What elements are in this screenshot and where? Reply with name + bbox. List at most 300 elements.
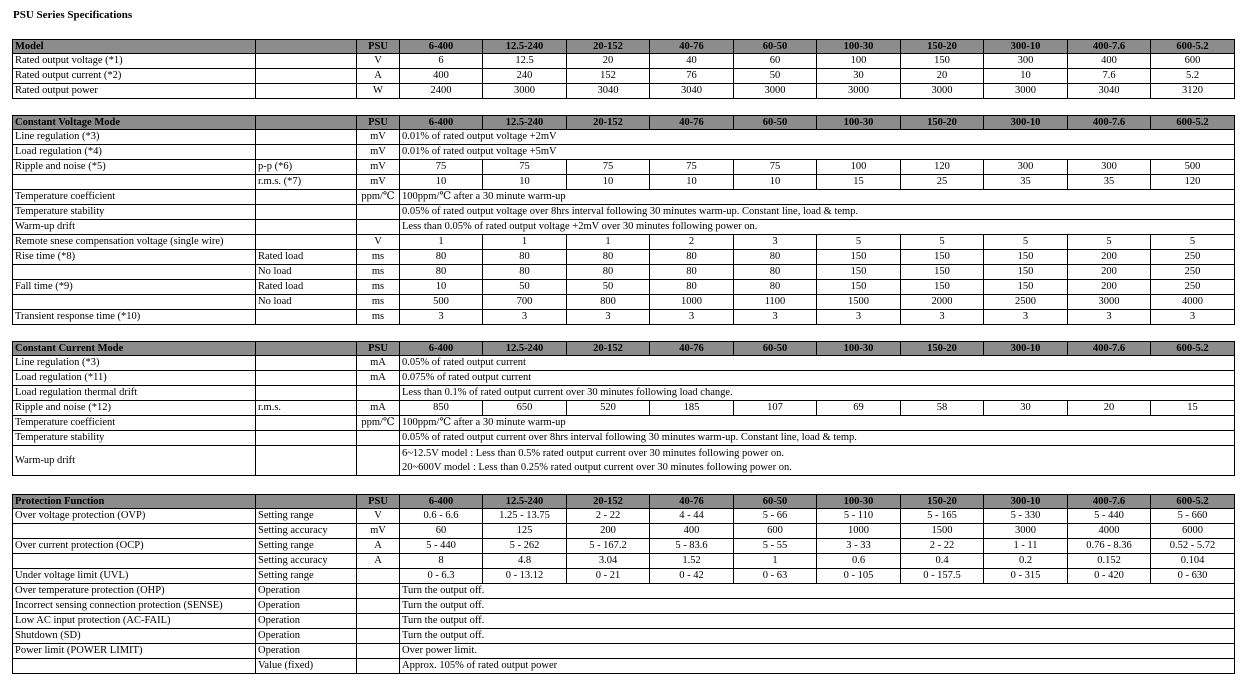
value-cell: 3000: [483, 84, 567, 99]
row-sublabel: Operation: [256, 629, 357, 644]
value-cell: 3000: [901, 84, 984, 99]
section-title: Constant Current Mode: [13, 342, 256, 356]
header-blank-cell: [256, 495, 357, 509]
value-cell: 1500: [817, 295, 901, 310]
row-unit: A: [357, 554, 400, 569]
row-unit: V: [357, 509, 400, 524]
row-label: Load regulation (*4): [13, 145, 256, 160]
row-sublabel: Value (fixed): [256, 659, 357, 674]
value-cell: 0.2: [984, 554, 1068, 569]
row-sublabel: No load: [256, 265, 357, 280]
spec-row: [13, 265, 1235, 280]
model-header-100-30: 100-30: [817, 495, 901, 509]
spanning-value-cell: 0.075% of rated output current: [400, 371, 1235, 386]
row-sublabel: Setting range: [256, 539, 357, 554]
row-unit: [357, 614, 400, 629]
spanning-value-cell: Over power limit.: [400, 644, 1235, 659]
value-cell: 240: [483, 69, 567, 84]
value-cell: 5 - 83.6: [650, 539, 734, 554]
spec-row: [13, 554, 1235, 569]
value-cell: 15: [1151, 401, 1235, 416]
value-cell: 35: [984, 175, 1068, 190]
value-cell: 200: [1068, 265, 1151, 280]
value-cell: 3: [984, 310, 1068, 325]
row-sublabel: [256, 54, 357, 69]
psu-header: PSU: [357, 40, 400, 54]
row-label: Temperature coefficient: [13, 416, 256, 431]
row-sublabel: [256, 235, 357, 250]
row-label: Warm-up drift: [13, 446, 256, 476]
value-cell: 185: [650, 401, 734, 416]
psu-header: PSU: [357, 342, 400, 356]
value-cell: 150: [817, 280, 901, 295]
value-cell: 25: [901, 175, 984, 190]
row-label: Incorrect sensing connection protection (SENSE): [13, 599, 256, 614]
spec-row: [13, 280, 1235, 295]
row-sublabel: Rated load: [256, 280, 357, 295]
row-sublabel: Setting range: [256, 509, 357, 524]
row-sublabel: Operation: [256, 584, 357, 599]
spec-row: [13, 509, 1235, 524]
value-cell: 0.52 - 5.72: [1151, 539, 1235, 554]
row-label: Line regulation (*3): [13, 356, 256, 371]
spanning-value-cell: Turn the output off.: [400, 599, 1235, 614]
row-unit: A: [357, 69, 400, 84]
row-sublabel: [256, 220, 357, 235]
section-header-row: [13, 40, 1235, 54]
spanning-value-cell: 0.01% of rated output voltage +5mV: [400, 145, 1235, 160]
row-sublabel: Rated load: [256, 250, 357, 265]
row-sublabel: [256, 446, 357, 476]
row-sublabel: [256, 356, 357, 371]
spec-row: [13, 54, 1235, 69]
value-cell: 80: [734, 280, 817, 295]
value-cell: 0 - 630: [1151, 569, 1235, 584]
row-sublabel: r.m.s.: [256, 401, 357, 416]
model-header-300-10: 300-10: [984, 116, 1068, 130]
row-unit: [357, 205, 400, 220]
spec-row: [13, 539, 1235, 554]
model-header-12.5-240: 12.5-240: [483, 116, 567, 130]
spanning-value-cell: Turn the output off.: [400, 629, 1235, 644]
value-cell: 200: [567, 524, 650, 539]
psu-header: PSU: [357, 116, 400, 130]
value-cell: 2500: [984, 295, 1068, 310]
row-label: Rated output voltage (*1): [13, 54, 256, 69]
row-unit: [357, 446, 400, 476]
row-sublabel: [256, 145, 357, 160]
value-cell: 50: [734, 69, 817, 84]
value-cell: 10: [734, 175, 817, 190]
value-cell: 12.5: [483, 54, 567, 69]
value-cell: 10: [400, 175, 483, 190]
row-unit: [357, 569, 400, 584]
value-cell: 15: [817, 175, 901, 190]
value-cell: 1500: [901, 524, 984, 539]
value-cell: 3: [901, 310, 984, 325]
spanning-value-cell: Less than 0.1% of rated output current over 30 minutes following load change.: [400, 386, 1235, 401]
value-cell: 75: [567, 160, 650, 175]
value-cell: 2: [650, 235, 734, 250]
spec-row: [13, 190, 1235, 205]
value-cell: 3: [734, 310, 817, 325]
row-unit: ms: [357, 310, 400, 325]
row-unit: [357, 584, 400, 599]
row-label: Load regulation (*11): [13, 371, 256, 386]
model-header-12.5-240: 12.5-240: [483, 342, 567, 356]
spanning-value-cell: Less than 0.05% of rated output voltage +2mV over 30 minutes following power on.: [400, 220, 1235, 235]
spanning-value-cell: 100ppm/℃ after a 30 minute warm-up: [400, 416, 1235, 431]
value-cell: 520: [567, 401, 650, 416]
row-unit: [357, 644, 400, 659]
value-cell: 0.6: [817, 554, 901, 569]
value-cell: 1.25 - 13.75: [483, 509, 567, 524]
value-cell: 3000: [734, 84, 817, 99]
section-header-row: [13, 116, 1235, 130]
value-cell: 80: [483, 265, 567, 280]
row-unit: mA: [357, 401, 400, 416]
value-cell: 80: [734, 250, 817, 265]
value-cell: 3120: [1151, 84, 1235, 99]
value-cell: 700: [483, 295, 567, 310]
value-cell: 10: [483, 175, 567, 190]
value-cell: 152: [567, 69, 650, 84]
value-cell: 80: [650, 250, 734, 265]
model-header-300-10: 300-10: [984, 40, 1068, 54]
value-cell: 3: [650, 310, 734, 325]
psu-header: PSU: [357, 495, 400, 509]
value-cell: 50: [483, 280, 567, 295]
spec-row: [13, 310, 1235, 325]
value-cell: 500: [1151, 160, 1235, 175]
spanning-value-cell: Approx. 105% of rated output power: [400, 659, 1235, 674]
row-unit: [357, 220, 400, 235]
value-cell: 5: [1151, 235, 1235, 250]
value-cell: 300: [984, 160, 1068, 175]
row-sublabel: [256, 386, 357, 401]
value-cell: 0 - 63: [734, 569, 817, 584]
value-cell: 3000: [817, 84, 901, 99]
value-cell: 150: [817, 250, 901, 265]
value-cell: 120: [901, 160, 984, 175]
row-unit: mA: [357, 356, 400, 371]
value-cell: 400: [400, 69, 483, 84]
spanning-value-cell: 100ppm/℃ after a 30 minute warm-up: [400, 190, 1235, 205]
value-cell: 300: [1068, 160, 1151, 175]
spanning-value-cell: 0.05% of rated output voltage over 8hrs interval following 30 minutes warm-up. Constant line, load & temp.: [400, 205, 1235, 220]
row-label: Over voltage protection (OVP): [13, 509, 256, 524]
value-cell: 80: [650, 265, 734, 280]
value-cell: 100: [817, 54, 901, 69]
model-header-6-400: 6-400: [400, 116, 483, 130]
row-unit: [357, 431, 400, 446]
spec-row: [13, 175, 1235, 190]
model-header-100-30: 100-30: [817, 40, 901, 54]
row-unit: mV: [357, 160, 400, 175]
value-cell: 0.76 - 8.36: [1068, 539, 1151, 554]
spec-row: [13, 629, 1235, 644]
row-unit: ms: [357, 280, 400, 295]
row-sublabel: Operation: [256, 614, 357, 629]
spanning-value-cell: 0.05% of rated output current over 8hrs interval following 30 minutes warm-up. Constant line, load & temp.: [400, 431, 1235, 446]
value-cell: 2 - 22: [901, 539, 984, 554]
value-cell: 400: [1068, 54, 1151, 69]
value-cell: 200: [1068, 250, 1151, 265]
row-sublabel: Setting accuracy: [256, 524, 357, 539]
value-cell: 600: [1151, 54, 1235, 69]
value-cell: 1: [400, 235, 483, 250]
row-sublabel: Operation: [256, 599, 357, 614]
value-cell: 0 - 105: [817, 569, 901, 584]
model-header-20-152: 20-152: [567, 342, 650, 356]
value-cell: 3000: [1068, 295, 1151, 310]
spec-row: [13, 644, 1235, 659]
value-cell: 3: [1151, 310, 1235, 325]
value-cell: 7.6: [1068, 69, 1151, 84]
spec-row: [13, 569, 1235, 584]
spec-row: [13, 446, 1235, 476]
model-header-6-400: 6-400: [400, 40, 483, 54]
row-unit: ms: [357, 265, 400, 280]
value-cell: 5 - 660: [1151, 509, 1235, 524]
row-sublabel: No load: [256, 295, 357, 310]
row-label: Ripple and noise (*5): [13, 160, 256, 175]
value-cell: 107: [734, 401, 817, 416]
value-cell: 4000: [1151, 295, 1235, 310]
value-cell: 75: [650, 160, 734, 175]
value-cell: 150: [817, 265, 901, 280]
value-cell: 5.2: [1151, 69, 1235, 84]
row-sublabel: [256, 310, 357, 325]
value-cell: 0.6 - 6.6: [400, 509, 483, 524]
value-cell: 4000: [1068, 524, 1151, 539]
value-cell: 1100: [734, 295, 817, 310]
row-unit: V: [357, 54, 400, 69]
model-table: [12, 39, 1235, 99]
row-label: Transient response time (*10): [13, 310, 256, 325]
row-sublabel: Setting range: [256, 569, 357, 584]
value-cell: 20: [901, 69, 984, 84]
value-cell: 150: [984, 265, 1068, 280]
section-title: Constant Voltage Mode: [13, 116, 256, 130]
row-unit: mV: [357, 145, 400, 160]
value-cell: 150: [901, 54, 984, 69]
model-header-40-76: 40-76: [650, 116, 734, 130]
value-cell: 4 - 44: [650, 509, 734, 524]
row-unit: mV: [357, 130, 400, 145]
row-sublabel: [256, 205, 357, 220]
spec-row: [13, 160, 1235, 175]
value-cell: 10: [400, 280, 483, 295]
value-cell: 5 - 66: [734, 509, 817, 524]
value-cell: 150: [984, 250, 1068, 265]
value-cell: 50: [567, 280, 650, 295]
value-cell: 58: [901, 401, 984, 416]
model-header-600-5.2: 600-5.2: [1151, 116, 1235, 130]
value-cell: 600: [734, 524, 817, 539]
value-cell: 6000: [1151, 524, 1235, 539]
model-header-150-20: 150-20: [901, 40, 984, 54]
model-header-12.5-240: 12.5-240: [483, 40, 567, 54]
row-sublabel: Setting accuracy: [256, 554, 357, 569]
model-header-20-152: 20-152: [567, 40, 650, 54]
value-cell: 0.4: [901, 554, 984, 569]
row-unit: [357, 629, 400, 644]
section-header-row: [13, 495, 1235, 509]
value-cell: 3 - 33: [817, 539, 901, 554]
value-cell: 30: [984, 401, 1068, 416]
row-label: Under voltage limit (UVL): [13, 569, 256, 584]
value-cell: 80: [734, 265, 817, 280]
value-cell: 2000: [901, 295, 984, 310]
row-sublabel: [256, 190, 357, 205]
value-cell: 75: [483, 160, 567, 175]
value-cell: 5 - 55: [734, 539, 817, 554]
row-label: Load regulation thermal drift: [13, 386, 256, 401]
header-blank-cell: [256, 342, 357, 356]
model-header-20-152: 20-152: [567, 116, 650, 130]
value-cell: 1000: [650, 295, 734, 310]
value-cell: 3: [1068, 310, 1151, 325]
value-cell: 5 - 165: [901, 509, 984, 524]
model-header-60-50: 60-50: [734, 40, 817, 54]
row-unit: V: [357, 235, 400, 250]
value-cell: 150: [901, 280, 984, 295]
value-cell: 1: [483, 235, 567, 250]
value-cell: 3040: [650, 84, 734, 99]
value-cell: 150: [901, 250, 984, 265]
model-header-300-10: 300-10: [984, 342, 1068, 356]
value-cell: 0 - 420: [1068, 569, 1151, 584]
model-header-20-152: 20-152: [567, 495, 650, 509]
value-cell: 0 - 21: [567, 569, 650, 584]
value-cell: 76: [650, 69, 734, 84]
row-unit: A: [357, 539, 400, 554]
value-cell: 80: [567, 250, 650, 265]
spec-row: [13, 235, 1235, 250]
spec-row: [13, 431, 1235, 446]
constant-current-table: [12, 341, 1235, 476]
row-sublabel: [256, 431, 357, 446]
value-cell: 5: [984, 235, 1068, 250]
value-cell: 35: [1068, 175, 1151, 190]
spec-row: [13, 401, 1235, 416]
value-cell: 10: [650, 175, 734, 190]
value-cell: 3: [483, 310, 567, 325]
value-cell: 650: [483, 401, 567, 416]
section-title: Protection Function: [13, 495, 256, 509]
row-label: Over temperature protection (OHP): [13, 584, 256, 599]
value-cell: 75: [734, 160, 817, 175]
row-label: [13, 175, 256, 190]
span-line-1: 6~12.5V model : Less than 0.5% rated output current over 30 minutes following power on.: [402, 447, 784, 459]
spanning-value-cell: 0.05% of rated output current: [400, 356, 1235, 371]
row-unit: ppm/℃: [357, 190, 400, 205]
row-label: [13, 659, 256, 674]
value-cell: 60: [734, 54, 817, 69]
value-cell: 0.104: [1151, 554, 1235, 569]
value-cell: 3: [734, 235, 817, 250]
spec-row: [13, 659, 1235, 674]
page-title: PSU Series Specifications: [13, 9, 133, 21]
value-cell: 40: [650, 54, 734, 69]
row-label: Shutdown (SD): [13, 629, 256, 644]
value-cell: 3: [817, 310, 901, 325]
value-cell: 30: [817, 69, 901, 84]
value-cell: 69: [817, 401, 901, 416]
model-header-40-76: 40-76: [650, 342, 734, 356]
value-cell: 60: [400, 524, 483, 539]
value-cell: 3040: [567, 84, 650, 99]
span-line-2: 20~600V model : Less than 0.25% rated output current over 30 minutes following power on.: [402, 461, 792, 473]
value-cell: 125: [483, 524, 567, 539]
row-unit: mA: [357, 371, 400, 386]
model-header-600-5.2: 600-5.2: [1151, 495, 1235, 509]
row-unit: [357, 599, 400, 614]
spec-row: [13, 356, 1235, 371]
value-cell: 200: [1068, 280, 1151, 295]
row-unit: ppm/℃: [357, 416, 400, 431]
model-header-150-20: 150-20: [901, 116, 984, 130]
value-cell: 250: [1151, 280, 1235, 295]
row-label: [13, 554, 256, 569]
row-sublabel: [256, 130, 357, 145]
value-cell: 5 - 110: [817, 509, 901, 524]
value-cell: 4.8: [483, 554, 567, 569]
model-header-150-20: 150-20: [901, 495, 984, 509]
value-cell: 80: [567, 265, 650, 280]
value-cell: 3000: [984, 524, 1068, 539]
value-cell: 2 - 22: [567, 509, 650, 524]
row-sublabel: [256, 84, 357, 99]
value-cell: 150: [901, 265, 984, 280]
value-cell: 850: [400, 401, 483, 416]
row-label: [13, 265, 256, 280]
value-cell: 3.04: [567, 554, 650, 569]
value-cell: 0.152: [1068, 554, 1151, 569]
value-cell: 8: [400, 554, 483, 569]
value-cell: 1 - 11: [984, 539, 1068, 554]
spec-row: [13, 416, 1235, 431]
value-cell: 5: [901, 235, 984, 250]
model-header-60-50: 60-50: [734, 495, 817, 509]
row-unit: ms: [357, 250, 400, 265]
header-blank-cell: [256, 40, 357, 54]
row-label: Over current protection (OCP): [13, 539, 256, 554]
value-cell: 3: [400, 310, 483, 325]
value-cell: 500: [400, 295, 483, 310]
row-label: Rated output power: [13, 84, 256, 99]
row-sublabel: Operation: [256, 644, 357, 659]
model-header-6-400: 6-400: [400, 495, 483, 509]
value-cell: 80: [400, 250, 483, 265]
value-cell: 800: [567, 295, 650, 310]
row-label: Fall time (*9): [13, 280, 256, 295]
row-unit: W: [357, 84, 400, 99]
model-header-400-7.6: 400-7.6: [1068, 40, 1151, 54]
value-cell: 150: [984, 280, 1068, 295]
value-cell: 5: [817, 235, 901, 250]
row-label: Ripple and noise (*12): [13, 401, 256, 416]
value-cell: 0 - 157.5: [901, 569, 984, 584]
model-header-12.5-240: 12.5-240: [483, 495, 567, 509]
value-cell: 1.52: [650, 554, 734, 569]
spec-row: [13, 371, 1235, 386]
model-header-40-76: 40-76: [650, 40, 734, 54]
row-unit: ms: [357, 295, 400, 310]
row-unit: mV: [357, 175, 400, 190]
model-header-6-400: 6-400: [400, 342, 483, 356]
